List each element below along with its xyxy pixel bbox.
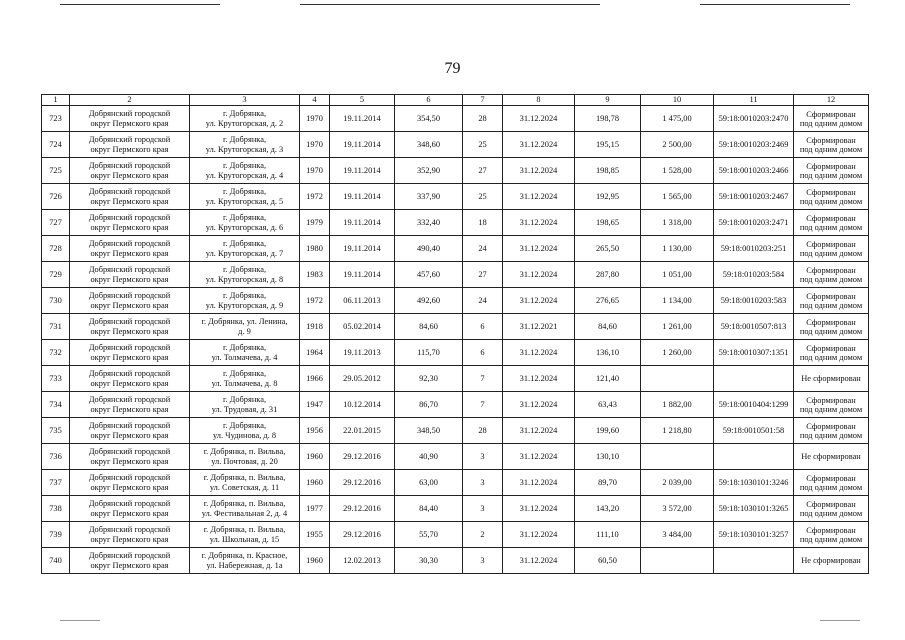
- date-cell: 22.01.2015: [330, 418, 395, 444]
- value-cell: 121,40: [575, 366, 641, 392]
- date-cell: 19.11.2013: [330, 340, 395, 366]
- value-cell: 276,65: [575, 288, 641, 314]
- row-number-cell: 727: [42, 210, 70, 236]
- municipality-cell: Добрянский городской округ Пермского края: [70, 262, 190, 288]
- municipality-cell: Добрянский городской округ Пермского края: [70, 288, 190, 314]
- deadline-cell: 31.12.2024: [503, 444, 575, 470]
- status-cell: Сформирован под одним домом: [794, 470, 869, 496]
- row-number-cell: 726: [42, 184, 70, 210]
- address-cell: г. Добрянка, ул. Крутогорская, д. 3: [190, 132, 300, 158]
- column-header-5: 5: [330, 95, 395, 106]
- address-cell: г. Добрянка, ул. Толмачева, д. 4: [190, 340, 300, 366]
- status-cell: Сформирован под одним домом: [794, 158, 869, 184]
- address-cell: г. Добрянка, ул. Крутогорская, д. 9: [190, 288, 300, 314]
- deadline-cell: 31.12.2024: [503, 210, 575, 236]
- municipality-cell: Добрянский городской округ Пермского края: [70, 314, 190, 340]
- table-row: [42, 366, 869, 392]
- status-cell: Сформирован под одним домом: [794, 210, 869, 236]
- date-cell: 19.11.2014: [330, 132, 395, 158]
- status-cell: Сформирован под одним домом: [794, 340, 869, 366]
- municipality-cell: Добрянский городской округ Пермского края: [70, 392, 190, 418]
- row-number-cell: 739: [42, 522, 70, 548]
- date-cell: 19.11.2014: [330, 184, 395, 210]
- table-row: [42, 236, 869, 262]
- area-cell: 40,90: [395, 444, 463, 470]
- deadline-cell: 31.12.2024: [503, 236, 575, 262]
- value-cell: 287,80: [575, 262, 641, 288]
- date-cell: 12.02.2013: [330, 548, 395, 574]
- residents-cell: 25: [463, 132, 503, 158]
- area-cell: 84,40: [395, 496, 463, 522]
- scan-top-rule: [60, 4, 220, 5]
- address-cell: г. Добрянка, ул. Ленина, д. 9: [190, 314, 300, 340]
- area-cell: 86,70: [395, 392, 463, 418]
- column-header-1: 1: [42, 95, 70, 106]
- residents-cell: 2: [463, 522, 503, 548]
- area-cell: 55,70: [395, 522, 463, 548]
- area-cell: 115,70: [395, 340, 463, 366]
- land-area-cell: 1 261,00: [641, 314, 714, 340]
- residents-cell: 6: [463, 314, 503, 340]
- value-cell: 111,10: [575, 522, 641, 548]
- land-area-cell: 1 218,80: [641, 418, 714, 444]
- table-row: [42, 184, 869, 210]
- status-cell: Сформирован под одним домом: [794, 522, 869, 548]
- land-area-cell: 2 039,00: [641, 470, 714, 496]
- cadastral-number-cell: 59:18:0010203:2467: [714, 184, 794, 210]
- table-row: [42, 106, 869, 132]
- date-cell: 29.12.2016: [330, 496, 395, 522]
- table-row: [42, 262, 869, 288]
- year-built-cell: 1956: [300, 418, 330, 444]
- municipality-cell: Добрянский городской округ Пермского края: [70, 418, 190, 444]
- status-cell: Сформирован под одним домом: [794, 314, 869, 340]
- deadline-cell: 31.12.2024: [503, 288, 575, 314]
- area-cell: 348,50: [395, 418, 463, 444]
- cadastral-number-cell: 59:18:0010203:2469: [714, 132, 794, 158]
- column-header-7: 7: [463, 95, 503, 106]
- year-built-cell: 1918: [300, 314, 330, 340]
- area-cell: 30,30: [395, 548, 463, 574]
- cadastral-number-cell: 59:18:010203:584: [714, 262, 794, 288]
- municipality-cell: Добрянский городской округ Пермского края: [70, 210, 190, 236]
- date-cell: 29.12.2016: [330, 470, 395, 496]
- residents-cell: 24: [463, 236, 503, 262]
- column-header-9: 9: [575, 95, 641, 106]
- year-built-cell: 1960: [300, 548, 330, 574]
- address-cell: г. Добрянка, п. Красное, ул. Набережная, д. 1а: [190, 548, 300, 574]
- land-area-cell: 1 318,00: [641, 210, 714, 236]
- cadastral-number-cell: [714, 366, 794, 392]
- deadline-cell: 31.12.2024: [503, 106, 575, 132]
- deadline-cell: 31.12.2024: [503, 418, 575, 444]
- land-area-cell: [641, 366, 714, 392]
- value-cell: 60,50: [575, 548, 641, 574]
- cadastral-number-cell: 59:18:0010203:251: [714, 236, 794, 262]
- area-cell: 63,00: [395, 470, 463, 496]
- value-cell: 63,43: [575, 392, 641, 418]
- status-cell: Сформирован под одним домом: [794, 236, 869, 262]
- row-number-cell: 729: [42, 262, 70, 288]
- status-cell: Сформирован под одним домом: [794, 106, 869, 132]
- land-area-cell: 1 130,00: [641, 236, 714, 262]
- column-header-10: 10: [641, 95, 714, 106]
- date-cell: 29.05.2012: [330, 366, 395, 392]
- table-row: [42, 496, 869, 522]
- deadline-cell: 31.12.2024: [503, 548, 575, 574]
- status-cell: Не сформирован: [794, 366, 869, 392]
- column-header-12: 12: [794, 95, 869, 106]
- date-cell: 05.02.2014: [330, 314, 395, 340]
- cadastral-number-cell: 59:18:0010203:583: [714, 288, 794, 314]
- area-cell: 92,30: [395, 366, 463, 392]
- year-built-cell: 1960: [300, 444, 330, 470]
- cadastral-number-cell: 59:18:0010203:2466: [714, 158, 794, 184]
- municipality-cell: Добрянский городской округ Пермского края: [70, 340, 190, 366]
- municipality-cell: Добрянский городской округ Пермского края: [70, 522, 190, 548]
- table-row: [42, 158, 869, 184]
- table-row: [42, 470, 869, 496]
- year-built-cell: 1972: [300, 184, 330, 210]
- area-cell: 352,90: [395, 158, 463, 184]
- address-cell: г. Добрянка, ул. Крутогорская, д. 7: [190, 236, 300, 262]
- address-cell: г. Добрянка, ул. Крутогорская, д. 8: [190, 262, 300, 288]
- column-header-2: 2: [70, 95, 190, 106]
- address-cell: г. Добрянка, ул. Крутогорская, д. 2: [190, 106, 300, 132]
- address-cell: г. Добрянка, п. Вильва, ул. Школьная, д. 15: [190, 522, 300, 548]
- cadastral-number-cell: [714, 444, 794, 470]
- row-number-cell: 723: [42, 106, 70, 132]
- cadastral-number-cell: 59:18:0010501:58: [714, 418, 794, 444]
- area-cell: 490,40: [395, 236, 463, 262]
- residents-cell: 3: [463, 444, 503, 470]
- value-cell: 195,15: [575, 132, 641, 158]
- municipality-cell: Добрянский городской округ Пермского края: [70, 158, 190, 184]
- year-built-cell: 1960: [300, 470, 330, 496]
- row-number-cell: 734: [42, 392, 70, 418]
- status-cell: Сформирован под одним домом: [794, 262, 869, 288]
- scan-top-rule: [300, 4, 600, 5]
- residents-cell: 25: [463, 184, 503, 210]
- land-area-cell: 1 051,00: [641, 262, 714, 288]
- row-number-cell: 730: [42, 288, 70, 314]
- value-cell: 143,20: [575, 496, 641, 522]
- table-row: [42, 210, 869, 236]
- deadline-cell: 31.12.2024: [503, 262, 575, 288]
- year-built-cell: 1983: [300, 262, 330, 288]
- residents-cell: 7: [463, 392, 503, 418]
- row-number-cell: 737: [42, 470, 70, 496]
- date-cell: 19.11.2014: [330, 236, 395, 262]
- year-built-cell: 1970: [300, 158, 330, 184]
- municipality-cell: Добрянский городской округ Пермского края: [70, 444, 190, 470]
- date-cell: 29.12.2016: [330, 522, 395, 548]
- status-cell: Сформирован под одним домом: [794, 496, 869, 522]
- cadastral-number-cell: 59:18:0010507:813: [714, 314, 794, 340]
- deadline-cell: 31.12.2024: [503, 522, 575, 548]
- residents-cell: 27: [463, 158, 503, 184]
- year-built-cell: 1970: [300, 132, 330, 158]
- land-area-cell: 1 475,00: [641, 106, 714, 132]
- address-cell: г. Добрянка, п. Вильва, ул. Почтовая, д. 20: [190, 444, 300, 470]
- year-built-cell: 1980: [300, 236, 330, 262]
- row-number-cell: 728: [42, 236, 70, 262]
- row-number-cell: 736: [42, 444, 70, 470]
- status-cell: Сформирован под одним домом: [794, 288, 869, 314]
- table-row: [42, 444, 869, 470]
- table-row: [42, 132, 869, 158]
- status-cell: Не сформирован: [794, 444, 869, 470]
- area-cell: 84,60: [395, 314, 463, 340]
- row-number-cell: 740: [42, 548, 70, 574]
- residents-cell: 3: [463, 548, 503, 574]
- land-area-cell: 1 260,00: [641, 340, 714, 366]
- row-number-cell: 724: [42, 132, 70, 158]
- land-area-cell: [641, 548, 714, 574]
- address-cell: г. Добрянка, ул. Крутогорская, д. 5: [190, 184, 300, 210]
- row-number-cell: 732: [42, 340, 70, 366]
- table-body: [42, 106, 869, 574]
- cadastral-number-cell: [714, 548, 794, 574]
- area-cell: 457,60: [395, 262, 463, 288]
- deadline-cell: 31.12.2024: [503, 392, 575, 418]
- year-built-cell: 1977: [300, 496, 330, 522]
- municipality-cell: Добрянский городской округ Пермского края: [70, 132, 190, 158]
- year-built-cell: 1972: [300, 288, 330, 314]
- housing-registry-table: [41, 94, 869, 574]
- address-cell: г. Добрянка, ул. Крутогорская, д. 6: [190, 210, 300, 236]
- deadline-cell: 31.12.2024: [503, 496, 575, 522]
- municipality-cell: Добрянский городской округ Пермского края: [70, 548, 190, 574]
- year-built-cell: 1955: [300, 522, 330, 548]
- status-cell: Сформирован под одним домом: [794, 132, 869, 158]
- table-row: [42, 418, 869, 444]
- residents-cell: 24: [463, 288, 503, 314]
- area-cell: 332,40: [395, 210, 463, 236]
- area-cell: 337,90: [395, 184, 463, 210]
- deadline-cell: 31.12.2024: [503, 184, 575, 210]
- date-cell: 19.11.2014: [330, 210, 395, 236]
- land-area-cell: 3 484,00: [641, 522, 714, 548]
- year-built-cell: 1970: [300, 106, 330, 132]
- table-row: [42, 288, 869, 314]
- year-built-cell: 1966: [300, 366, 330, 392]
- cadastral-number-cell: 59:18:0010203:2471: [714, 210, 794, 236]
- land-area-cell: 1 134,00: [641, 288, 714, 314]
- deadline-cell: 31.12.2024: [503, 132, 575, 158]
- deadline-cell: 31.12.2024: [503, 366, 575, 392]
- land-area-cell: 1 882,00: [641, 392, 714, 418]
- row-number-cell: 735: [42, 418, 70, 444]
- land-area-cell: 1 528,00: [641, 158, 714, 184]
- address-cell: г. Добрянка, ул. Трудовая, д. 31: [190, 392, 300, 418]
- year-built-cell: 1979: [300, 210, 330, 236]
- status-cell: Сформирован под одним домом: [794, 418, 869, 444]
- cadastral-number-cell: 59:18:0010404:1299: [714, 392, 794, 418]
- land-area-cell: [641, 444, 714, 470]
- row-number-cell: 731: [42, 314, 70, 340]
- cadastral-number-cell: 59:18:0010307:1351: [714, 340, 794, 366]
- value-cell: 199,60: [575, 418, 641, 444]
- municipality-cell: Добрянский городской округ Пермского края: [70, 184, 190, 210]
- cadastral-number-cell: 59:18:1030101:3257: [714, 522, 794, 548]
- scan-top-rule: [700, 4, 850, 5]
- table-row: [42, 548, 869, 574]
- column-header-11: 11: [714, 95, 794, 106]
- value-cell: 136,10: [575, 340, 641, 366]
- land-area-cell: 1 565,00: [641, 184, 714, 210]
- status-cell: Не сформирован: [794, 548, 869, 574]
- land-area-cell: 3 572,00: [641, 496, 714, 522]
- address-cell: г. Добрянка, ул. Толмачева, д. 8: [190, 366, 300, 392]
- land-area-cell: 2 500,00: [641, 132, 714, 158]
- row-number-cell: 738: [42, 496, 70, 522]
- residents-cell: 28: [463, 418, 503, 444]
- scan-bottom-mark: [60, 620, 100, 621]
- cadastral-number-cell: 59:18:1030101:3265: [714, 496, 794, 522]
- value-cell: 198,65: [575, 210, 641, 236]
- address-cell: г. Добрянка, п. Вильва, ул. Советская, д. 11: [190, 470, 300, 496]
- page-number: 79: [444, 60, 461, 77]
- residents-cell: 3: [463, 496, 503, 522]
- year-built-cell: 1947: [300, 392, 330, 418]
- column-header-8: 8: [503, 95, 575, 106]
- value-cell: 84,60: [575, 314, 641, 340]
- residents-cell: 27: [463, 262, 503, 288]
- table-header-row: [42, 95, 869, 106]
- residents-cell: 7: [463, 366, 503, 392]
- status-cell: Сформирован под одним домом: [794, 392, 869, 418]
- date-cell: 06.11.2013: [330, 288, 395, 314]
- address-cell: г. Добрянка, ул. Крутогорская, д. 4: [190, 158, 300, 184]
- scan-bottom-mark: [820, 620, 860, 621]
- table-row: [42, 340, 869, 366]
- table-row: [42, 522, 869, 548]
- column-header-4: 4: [300, 95, 330, 106]
- value-cell: 89,70: [575, 470, 641, 496]
- area-cell: 492,60: [395, 288, 463, 314]
- deadline-cell: 31.12.2021: [503, 314, 575, 340]
- date-cell: 19.11.2014: [330, 262, 395, 288]
- residents-cell: 3: [463, 470, 503, 496]
- area-cell: 348,60: [395, 132, 463, 158]
- address-cell: г. Добрянка, п. Вильва, ул. Фестивальная 2, д. 4: [190, 496, 300, 522]
- municipality-cell: Добрянский городской округ Пермского края: [70, 236, 190, 262]
- deadline-cell: 31.12.2024: [503, 158, 575, 184]
- row-number-cell: 733: [42, 366, 70, 392]
- municipality-cell: Добрянский городской округ Пермского края: [70, 470, 190, 496]
- value-cell: 198,78: [575, 106, 641, 132]
- row-number-cell: 725: [42, 158, 70, 184]
- value-cell: 198,85: [575, 158, 641, 184]
- residents-cell: 6: [463, 340, 503, 366]
- residents-cell: 28: [463, 106, 503, 132]
- date-cell: 10.12.2014: [330, 392, 395, 418]
- municipality-cell: Добрянский городской округ Пермского края: [70, 106, 190, 132]
- status-cell: Сформирован под одним домом: [794, 184, 869, 210]
- residents-cell: 18: [463, 210, 503, 236]
- value-cell: 265,50: [575, 236, 641, 262]
- address-cell: г. Добрянка, ул. Чудинова, д. 8: [190, 418, 300, 444]
- date-cell: 29.12.2016: [330, 444, 395, 470]
- cadastral-number-cell: 59:18:0010203:2470: [714, 106, 794, 132]
- column-header-6: 6: [395, 95, 463, 106]
- date-cell: 19.11.2014: [330, 106, 395, 132]
- area-cell: 354,50: [395, 106, 463, 132]
- municipality-cell: Добрянский городской округ Пермского края: [70, 366, 190, 392]
- value-cell: 130,10: [575, 444, 641, 470]
- municipality-cell: Добрянский городской округ Пермского края: [70, 496, 190, 522]
- column-header-3: 3: [190, 95, 300, 106]
- deadline-cell: 31.12.2024: [503, 340, 575, 366]
- table-row: [42, 314, 869, 340]
- date-cell: 19.11.2014: [330, 158, 395, 184]
- table-row: [42, 392, 869, 418]
- year-built-cell: 1964: [300, 340, 330, 366]
- value-cell: 192,95: [575, 184, 641, 210]
- cadastral-number-cell: 59:18:1030101:3246: [714, 470, 794, 496]
- deadline-cell: 31.12.2024: [503, 470, 575, 496]
